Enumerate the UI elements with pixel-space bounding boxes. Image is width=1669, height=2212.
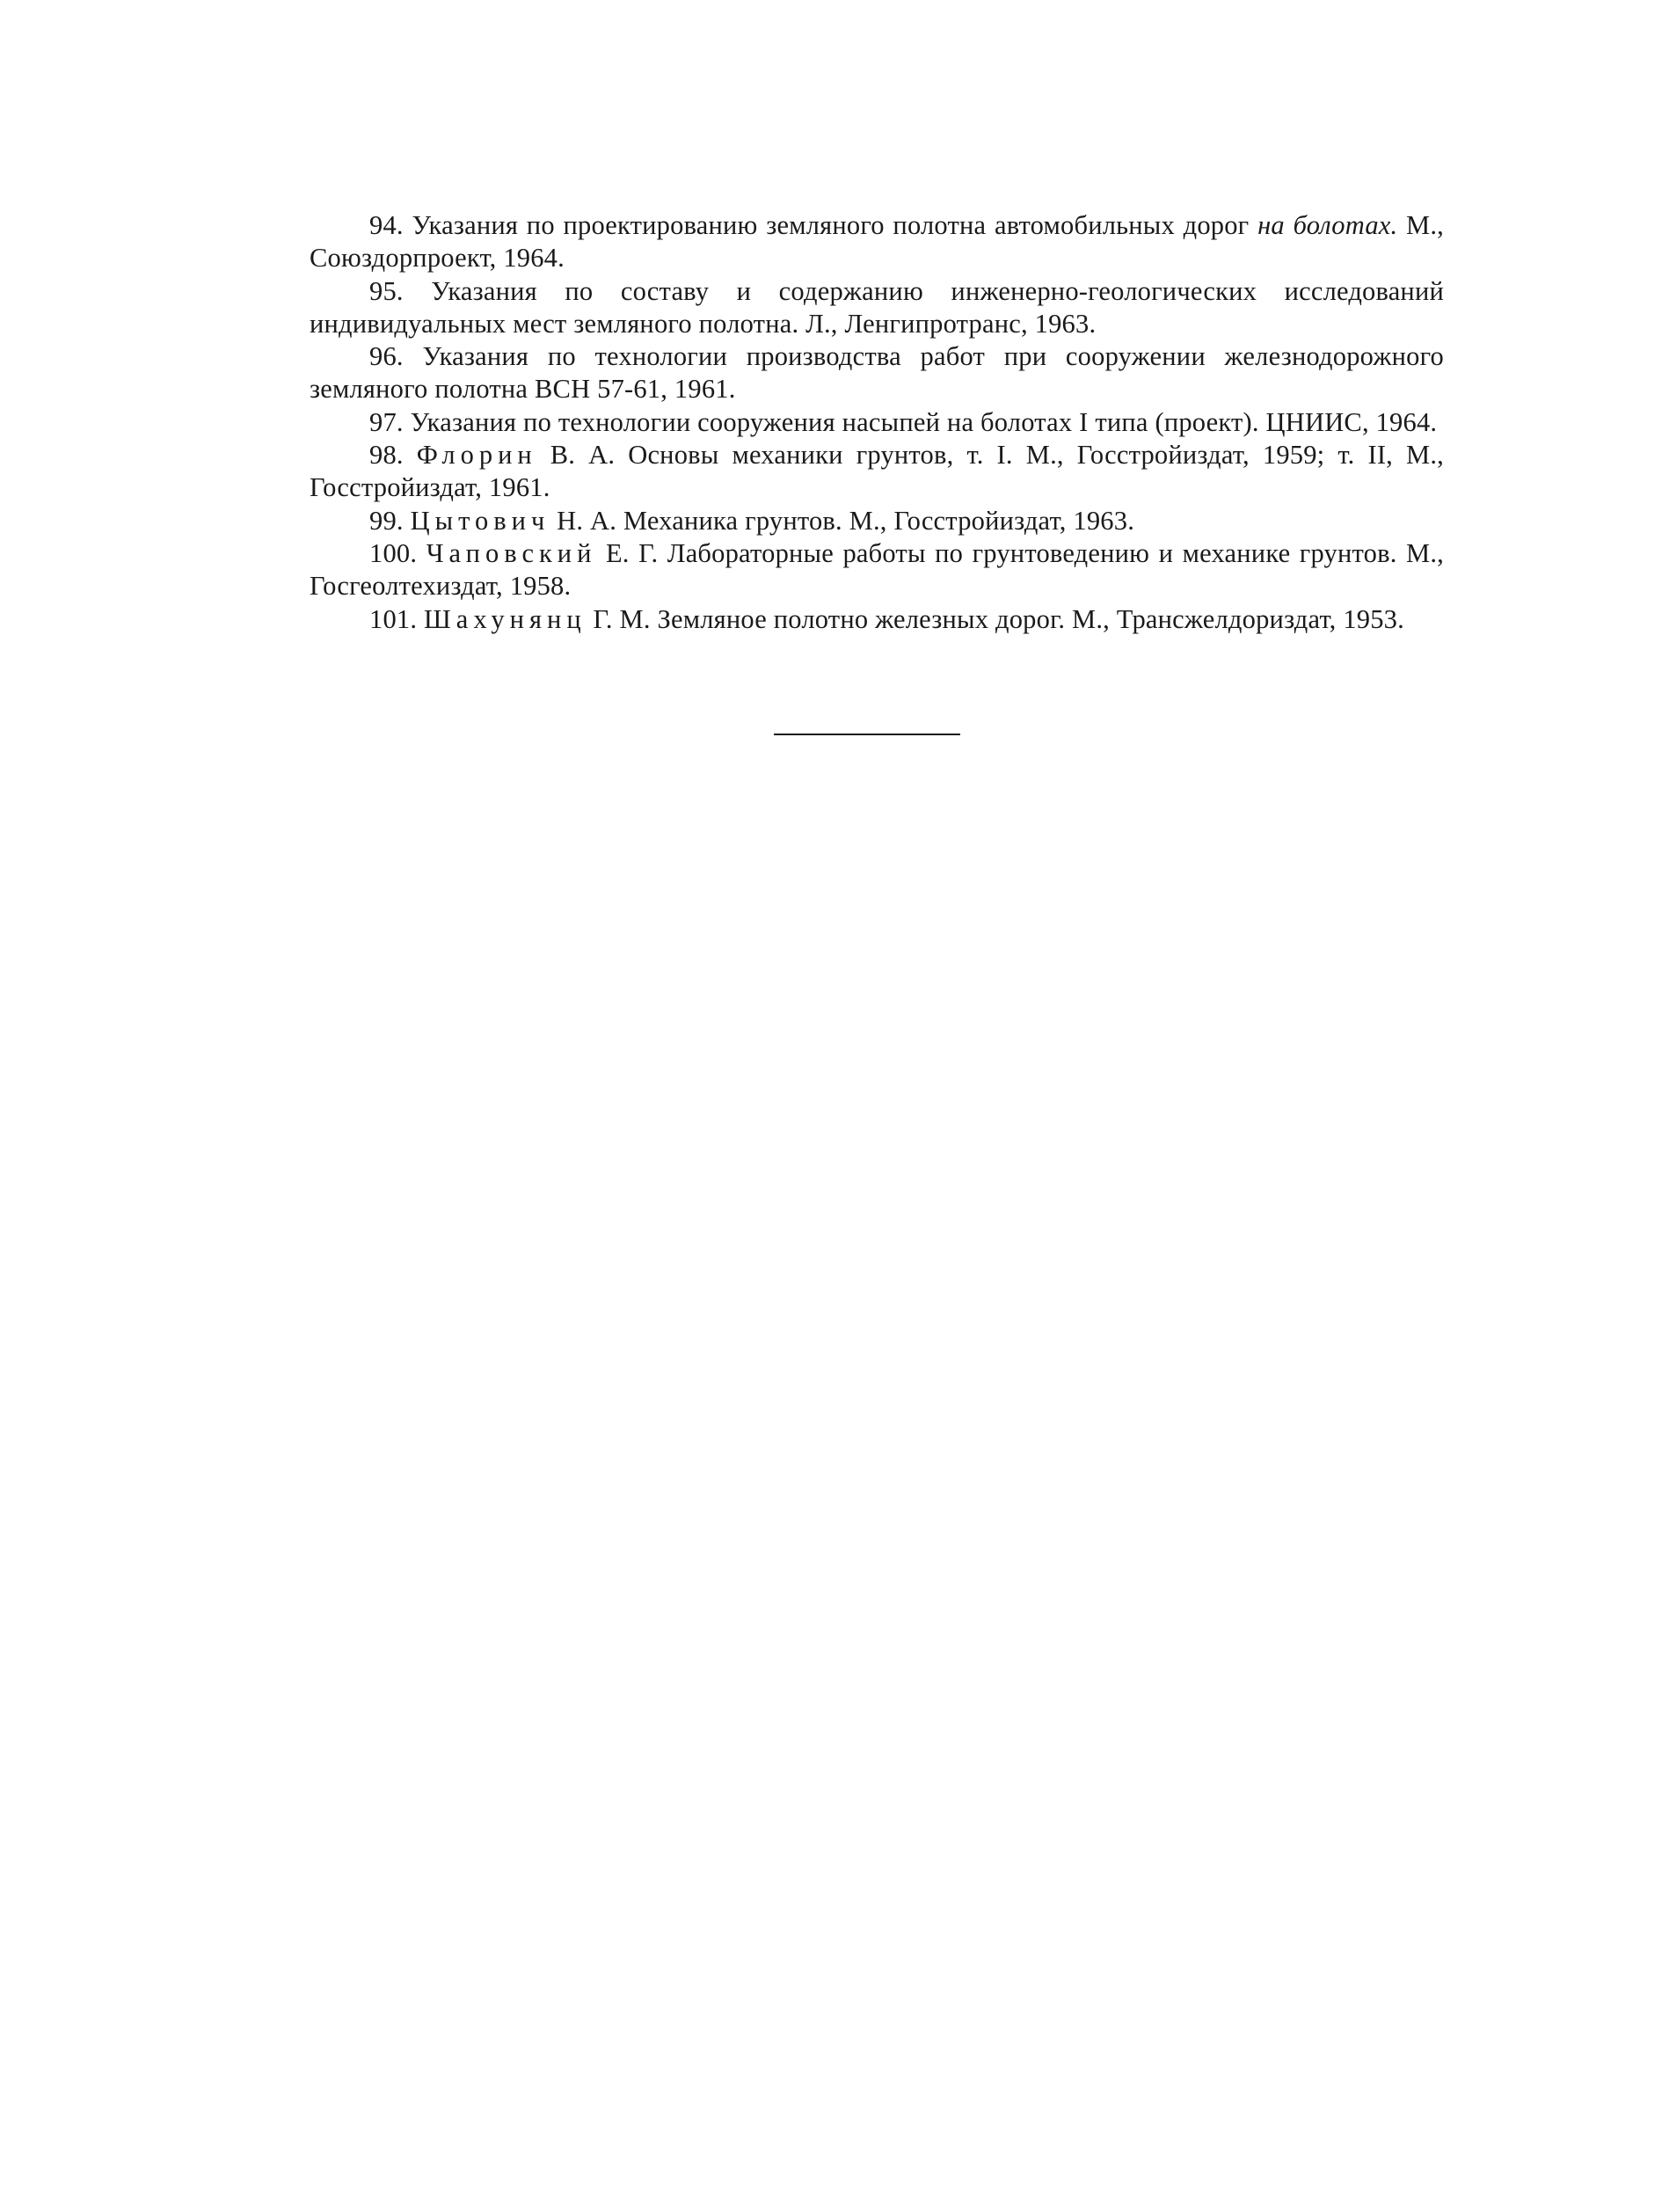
reference-number: 94. — [369, 210, 404, 240]
reference-text: Указания по проектированию земляного полотна автомобильных дорог — [412, 210, 1258, 240]
reference-item-100 — [310, 537, 1444, 603]
reference-author: Флорин — [416, 440, 537, 471]
reference-author: Цытович — [410, 505, 550, 536]
reference-number: 98. — [369, 440, 404, 471]
reference-list — [310, 209, 1444, 636]
reference-item-101 — [310, 603, 1444, 636]
reference-item-99 — [310, 505, 1444, 537]
end-divider-rule — [774, 734, 960, 735]
reference-item-98 — [310, 439, 1444, 505]
reference-text: Г. М. Земляное полотно железных дорог. М., Трансжелдориздат, 1953. — [593, 603, 1404, 634]
reference-number: 99. — [369, 505, 404, 536]
reference-text: Указания по составу и содержанию инженерно-геологических исследований индивидуальных мест земляного полотна. Л., Ленгипротранс, 1963. — [310, 275, 1444, 339]
reference-number: 95. — [369, 275, 404, 306]
reference-text: Н. А. Механика грунтов. М., Госстройиздат, 1963. — [557, 505, 1135, 536]
reference-item-97 — [310, 406, 1444, 439]
reference-text: В. А. Основы механики грунтов, т. I. М., Госстройиздат, 1959; т. II, М., Госстройиздат, 1961. — [310, 440, 1444, 503]
reference-item-95 — [310, 275, 1444, 341]
reference-number: 100. — [369, 537, 418, 568]
reference-italic-text: на болотах. — [1257, 210, 1398, 240]
reference-text: Указания по технологии сооружения насыпей на болотах I типа (проект). ЦНИИС, 1964. — [410, 406, 1438, 437]
reference-number: 97. — [369, 406, 404, 437]
reference-author: Шахунянц — [424, 603, 587, 634]
reference-number: 96. — [369, 341, 404, 372]
reference-number: 101. — [369, 603, 418, 634]
reference-text: Указания по технологии производства работ при сооружении железнодорожного земляного полотна ВСН 57-61, 1961. — [310, 341, 1444, 405]
reference-item-96 — [310, 340, 1444, 406]
reference-author: Чаповский — [426, 537, 597, 568]
reference-item-94 — [310, 209, 1444, 275]
reference-publisher: М., Союздорпроект, 1964. — [310, 210, 1445, 274]
reference-text: Е. Г. Лабораторные работы по грунтоведению и механике грунтов. М., Госгеолтехиздат, 1958. — [310, 537, 1444, 602]
